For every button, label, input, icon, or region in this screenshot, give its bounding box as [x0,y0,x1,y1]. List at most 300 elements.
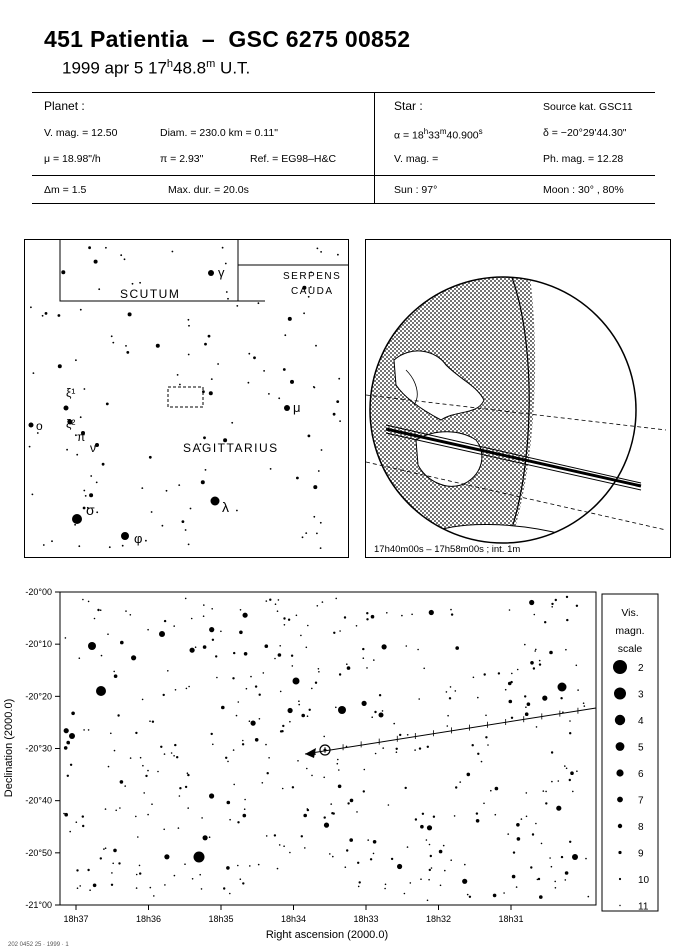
chart-star [309,709,311,711]
y-tick-label: -20°30 [25,743,52,754]
chart-star [292,665,294,667]
chart-star [451,613,453,615]
star-declination: δ = −20°29'44.30" [543,127,627,139]
chart-star [472,744,474,746]
chart-star [542,696,547,701]
finder-chart-canvas [25,240,348,557]
chart-star [243,613,248,618]
chart-star [288,708,293,713]
chart-star [187,774,189,776]
chart-star [103,848,105,850]
finder-star [320,547,322,549]
chart-star [296,615,298,617]
chart-star [476,819,480,823]
chart-star [565,649,567,651]
chart-star [111,884,113,886]
chart-star [449,697,451,699]
target-star [324,749,327,752]
gamma-label: γ [218,265,225,280]
finder-star [96,482,98,484]
chart-star [64,813,68,817]
chart-star [549,651,553,655]
finder-star [90,475,92,477]
chart-star [76,821,78,823]
chart-star [307,809,309,811]
magnitude-scale-box [602,594,658,911]
chart-star [139,872,141,874]
finder-star [205,469,207,471]
chart-star [356,811,358,813]
y-tick-label: -21°00 [25,900,52,910]
chart-star [163,829,165,831]
chart-star [396,748,398,750]
chart-star [282,725,284,727]
chart-star [516,886,518,888]
chart-star [280,691,282,693]
chart-star [382,644,387,649]
chart-star [306,768,308,770]
chart-star [420,878,422,880]
finder-star [94,260,98,264]
serpens-label: SERPENS [283,271,342,282]
chart-star [259,694,261,696]
chart-star [282,788,284,790]
x-tick-label: 18h33 [353,914,379,924]
chart-star [238,701,240,703]
chart-star [347,666,351,670]
chart-star [530,866,532,868]
chart-star [179,795,181,797]
chart-star [323,736,325,738]
finder-star [313,516,315,518]
chart-star [530,661,534,665]
chart-star [279,645,281,647]
chart-star [459,781,461,783]
x-tick-label: 18h34 [280,914,307,924]
chart-star [429,869,431,871]
chart-star [414,749,416,751]
chart-star [292,786,294,788]
chart-star [339,673,341,675]
finder-star [209,391,213,395]
chart-star [332,856,334,858]
scale-mag-label: 6 [638,769,644,780]
chart-star [454,815,456,817]
chart-star [135,732,137,734]
finder-star [305,532,307,534]
chart-star [117,714,119,716]
finder-star [76,454,78,456]
finder-star [122,545,124,547]
finder-star [336,400,339,403]
chart-star [350,799,354,803]
chart-star [143,792,145,794]
chart-star [149,720,151,722]
finder-star [42,315,44,317]
finder-star [125,345,127,347]
chart-star [551,781,553,783]
chart-star [396,751,398,753]
chart-star [450,609,452,611]
scutum-label: SCUTUM [120,287,181,301]
chart-star [373,853,375,855]
chart-star [289,852,291,854]
finder-star [253,356,256,359]
chart-star [363,790,365,792]
chart-star [239,631,243,635]
chart-star [110,733,112,735]
chart-star [511,717,513,719]
finder-star [248,353,250,355]
chart-star [346,849,348,851]
finder-star [284,334,286,336]
chart-star [240,878,242,880]
chart-star [518,838,520,840]
finder-star [236,510,238,512]
chart-star [185,786,187,788]
chart-star [317,605,319,607]
phi-label: φ [134,531,143,546]
chart-bright-star [379,713,384,718]
chart-star [187,772,189,774]
chart-star [255,738,259,742]
chart-star [191,618,193,620]
xi2-label: ξ² [66,417,76,431]
chart-star [444,870,446,872]
chart-star [431,867,433,869]
chart-star [333,632,335,634]
chart-star [301,714,305,718]
finder-star [226,291,228,293]
finder-star [145,540,147,542]
chart-star [160,746,162,748]
chart-star [323,777,325,779]
finder-bright-star [284,405,290,411]
chart-star [513,851,515,853]
chart-star [349,838,353,842]
chart-star [136,874,138,876]
x-tick-label: 18h32 [425,914,452,924]
chart-star [524,644,526,646]
scale-mag-label: 5 [638,742,644,754]
chart-star [281,730,283,732]
scale-mag-label: 7 [638,795,644,807]
chart-star [171,752,173,754]
chart-star [544,621,546,623]
chart-star [124,785,126,787]
chart-star [114,674,118,678]
scale-mag-label: 9 [638,848,644,860]
chart-star [366,667,368,669]
chart-star [415,818,417,820]
chart-bright-star [96,686,106,696]
chart-star [490,790,492,792]
finder-star [124,258,126,260]
chart-star [83,729,85,731]
chart-star [423,668,425,670]
chart-star [258,864,260,866]
sigma-label: σ [86,502,95,518]
chart-star [249,720,251,722]
finder-star [96,511,98,513]
finder-star [179,384,181,386]
finder-star [315,345,317,347]
chart-star [455,786,457,788]
finder-star [338,378,340,380]
chart-star [150,887,152,889]
chart-star [433,816,435,818]
finder-star [84,388,86,390]
chart-star [186,688,188,690]
x-tick-label: 18h37 [63,914,89,924]
finder-star [43,544,45,546]
chart-star [526,792,528,794]
chart-star [93,884,97,888]
chart-star [450,686,452,688]
chart-star [111,872,113,874]
omicron-label: o [36,419,43,433]
chart-star [565,871,569,875]
y-tick-label: -20°50 [25,847,52,858]
chart-star [401,615,403,617]
scale-disc [615,715,625,725]
scale-disc [613,660,627,674]
chart-bright-star [194,852,205,863]
moon-info: Moon : 30° , 80% [543,184,624,196]
scale-disc [618,851,621,854]
chart-star [484,673,486,675]
chart-star [406,645,408,647]
chart-star [67,775,69,777]
finder-star [314,387,316,389]
finder-star [58,314,61,317]
chart-star [555,599,557,601]
chart-star [108,766,110,768]
finder-bright-star [208,270,214,276]
chart-star [533,667,535,669]
scale-disc [616,769,623,776]
chart-star [263,672,265,674]
star-chart [0,578,680,948]
chart-star [300,635,302,637]
chart-star [505,689,507,691]
chart-star [511,673,513,675]
finder-star [172,251,174,253]
planet-motion: μ = 18.98"/h [44,153,101,165]
chart-star [251,721,256,726]
chart-star [481,761,483,763]
chart-star [374,711,376,713]
finder-star [227,298,229,300]
chart-star [331,812,333,814]
chart-star [337,759,339,761]
chart-bright-star [338,706,346,714]
field-of-view-box [168,387,203,407]
chart-star [539,660,541,662]
finder-star [83,490,85,492]
chart-star [446,691,448,693]
chart-star [112,863,114,865]
chart-star [274,834,276,836]
chart-star [203,604,205,606]
chart-star [307,715,309,717]
chart-star [291,655,293,657]
finder-star [303,312,305,314]
finder-star [132,283,134,285]
chart-star [411,614,413,616]
chart-star [535,823,537,825]
chart-star [366,618,368,620]
finder-star [317,248,319,250]
chart-star [386,612,388,614]
finder-star [320,522,322,524]
chart-star [211,608,213,610]
finder-star [258,302,260,304]
nu-label: ν [90,441,96,455]
chart-star [576,770,578,772]
chart-star [419,747,421,749]
x-axis-label: Right ascension (2000.0) [265,929,389,941]
finder-star [283,368,286,371]
chart-star [335,707,337,709]
chart-star [201,888,203,890]
chart-star [249,865,251,867]
finder-star [111,335,113,337]
finder-star [231,422,233,424]
chart-star [556,806,561,811]
scale-mag-label: 3 [638,689,644,701]
chart-star [393,723,395,725]
scale-title-2: magn. [615,625,645,637]
chart-star [521,818,523,820]
asteroid-path-arrow [305,748,316,758]
chart-star [366,612,368,614]
chart-star [543,790,545,792]
star-vmag: V. mag. = [394,153,439,165]
star-chart-frame [60,592,596,905]
chart-star [277,610,279,612]
chart-star [399,734,401,736]
chart-star [288,619,290,621]
chart-star [450,859,452,861]
chart-star [555,887,557,889]
finder-bright-star [72,514,82,524]
mu-label: μ [293,400,301,415]
chart-star [283,845,285,847]
chart-star [467,773,471,777]
finder-star [151,511,153,513]
chart-star [551,603,553,605]
chart-star [375,753,377,755]
chart-star [79,657,81,659]
header-divider [374,92,375,203]
chart-star [382,747,384,749]
chart-star [153,895,155,897]
chart-star [89,889,91,891]
chart-star [147,629,149,631]
chart-star [318,668,320,670]
chart-star [164,884,166,886]
chart-bright-star [558,683,567,692]
chart-star [187,807,189,809]
chart-star [329,853,331,855]
finder-star [177,374,179,376]
chart-star [318,671,320,673]
chart-star [549,857,551,859]
chart-star [215,655,217,657]
chart-bright-star [159,631,165,637]
chart-star [525,706,527,708]
delta-magnitude: Δm = 1.5 [44,184,87,196]
chart-star [120,641,124,645]
finder-star [149,456,152,459]
chart-star [356,625,358,627]
chart-star [100,857,102,859]
finder-star [188,319,190,321]
chart-star [105,847,107,849]
chart-star [347,802,349,804]
chart-star [297,760,299,762]
finder-star [236,305,238,307]
chart-star [277,868,279,870]
chart-star [538,878,540,880]
chart-star [244,652,248,656]
chart-star [142,765,144,767]
chart-star [266,600,268,602]
chart-star [184,863,186,865]
finder-star [106,403,109,406]
chart-star [237,821,239,823]
globe-canvas [366,240,670,557]
chart-star [278,653,282,657]
chart-star [526,816,528,818]
finder-star [109,546,111,548]
chart-star [63,813,65,815]
planet-vmag: V. mag. = 12.50 [44,127,118,139]
chart-star [304,847,306,849]
chart-star [176,756,178,758]
chart-star [268,757,270,759]
chart-star [226,866,230,870]
chart-star [301,835,303,837]
finder-star [225,263,227,265]
chart-star [174,744,176,746]
chart-star [267,772,269,774]
finder-star [88,246,91,249]
planet-reference: Ref. = EG98–H&C [250,153,337,165]
magnitude-scale [613,660,650,913]
chart-star [173,755,175,757]
chart-star [476,812,478,814]
chart-star [335,598,337,600]
chart-star [404,893,406,895]
finder-star [75,359,77,361]
globe-caption: 17h40m00s – 17h58m00s ; int. 1m [374,544,521,555]
chart-star [79,885,81,887]
finder-star [217,363,219,365]
chart-star [242,882,244,884]
chart-star [266,835,268,837]
chart-star [203,615,205,617]
header-bottom-rule [32,203,655,204]
chart-star [455,690,457,692]
chart-star [405,787,407,789]
finder-star [321,449,323,451]
chart-star [388,804,390,806]
finder-star [270,468,272,470]
chart-star [509,700,513,704]
finder-bright-star [121,532,129,540]
